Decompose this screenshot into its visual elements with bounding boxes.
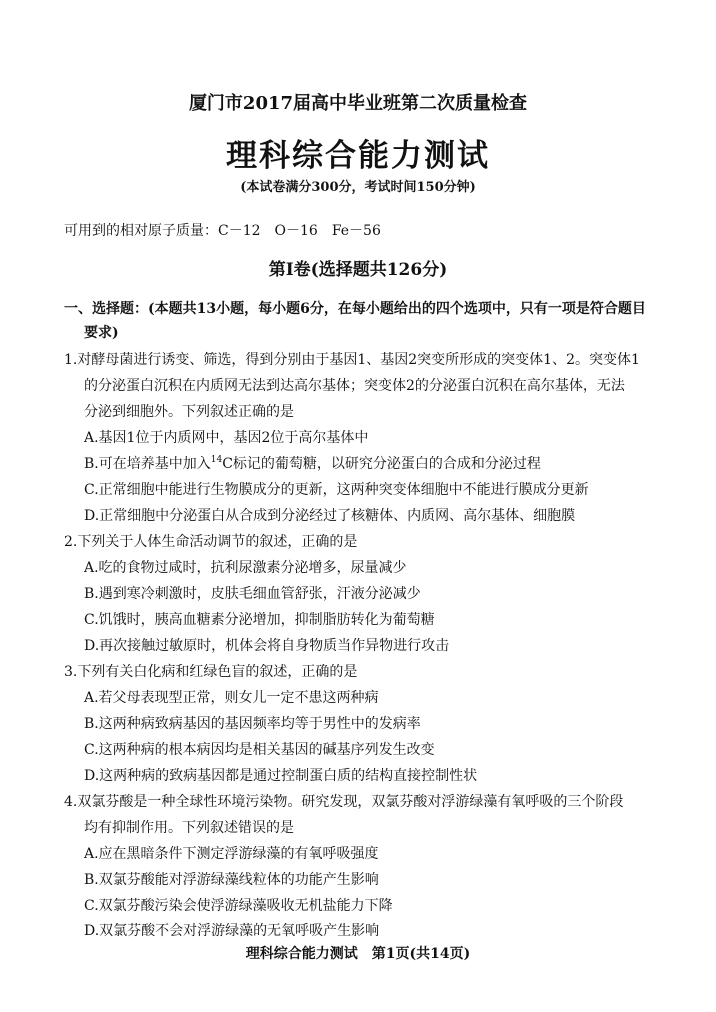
question-4-option-d: D.双氯芬酸不会对浮游绿藻的无氧呼吸产生影响 <box>84 923 380 939</box>
question-1-option-b: B.可在培养基中加入$^{14}$C标记的葡萄糖，以研究分泌蛋白的合成和分泌过程 <box>84 455 541 472</box>
question-2-option-a: A.吃的食物过咸时，抗利尿激素分泌增多，尿量减少 <box>84 560 407 576</box>
question-3-option-d: D.这两种病的致病基因都是通过控制蛋白质的结构直接控制性状 <box>84 768 478 784</box>
question-1-option-d: D.正常细胞中分泌蛋白从合成到分泌经过了核糖体、内质网、高尔基体、细胞膜 <box>84 508 576 524</box>
question-2-stem: 2.下列关于人体生命活动调节的叙述，正确的是 <box>64 534 358 550</box>
exam-title: 厦门市2017届高中毕业班第二次质量检查 <box>188 93 528 114</box>
question-1-option-a: A.基因1位于内质网中，基因2位于高尔基体中 <box>84 430 369 446</box>
question-1-option-c: C.正常细胞中能进行生物膜成分的更新，这两种突变体细胞中不能进行膜成分更新 <box>84 482 589 498</box>
question-2-option-d: D.再次接触过敏原时，机体会将自身物质当作异物进行攻击 <box>84 638 450 654</box>
question-3-option-b: B.这两种病致病基因的基因频率均等于男性中的发病率 <box>84 716 421 732</box>
question-4-option-a: A.应在黑暗条件下测定浮游绿藻的有氧呼吸强度 <box>84 846 379 862</box>
question-4-option-b: B.双氯芬酸能对浮游绿藻线粒体的功能产生影响 <box>84 872 379 888</box>
question-3-option-c: C.这两种病的根本病因均是相关基因的碱基序列发生改变 <box>84 742 435 758</box>
question-2-option-c: C.饥饿时，胰高血糖素分泌增加，抑制脂肪转化为葡萄糖 <box>84 612 435 628</box>
exam-subtitle: (本试卷满分300分，考试时间150分钟) <box>240 180 476 195</box>
question-3-stem: 3.下列有关白化病和红绿色盲的叙述，正确的是 <box>64 664 358 680</box>
question-1-stem: 的分泌蛋白沉积在内质网无法到达高尔基体；突变体2的分泌蛋白沉积在高尔基体，无法 <box>84 378 625 394</box>
section-instruction-line2: 要求) <box>84 325 119 341</box>
section-instruction-line1: 一、选择题：(本题共13小题，每小题6分，在每小题给出的四个选项中，只有一项是符合题目 <box>64 301 646 317</box>
question-1-stem: 1.对酵母菌进行诱变、筛选，得到分别由于基因1、基因2突变所形成的突变体1、2。突变体1 <box>64 352 640 368</box>
question-2-option-b: B.遇到寒冷刺激时，皮肤毛细血管舒张，汗液分泌减少 <box>84 586 421 602</box>
isotope-superscript: 14 <box>210 455 223 465</box>
atomic-masses: 可用到的相对原子质量：C－12 O－16 Fe－56 <box>64 223 381 239</box>
page-footer: 理科综合能力测试 第1页(共14页) <box>245 946 471 962</box>
question-4-option-c: C.双氯芬酸污染会使浮游绿藻吸收无机盐能力下降 <box>84 898 393 914</box>
question-4-stem: 4.双氯芬酸是一种全球性环境污染物。研究发现，双氯芬酸对浮游绿藻有氧呼吸的三个阶段 <box>64 794 624 810</box>
question-1-stem: 分泌到细胞外。下列叙述正确的是 <box>84 404 294 420</box>
question-4-stem: 均有抑制作用。下列叙述错误的是 <box>84 820 294 836</box>
question-3-option-a: A.若父母表现型正常，则女儿一定不患这两种病 <box>84 690 379 706</box>
subject-title: 理科综合能力测试 <box>226 138 490 174</box>
part-title: 第Ⅰ卷(选择题共126分) <box>268 260 448 280</box>
